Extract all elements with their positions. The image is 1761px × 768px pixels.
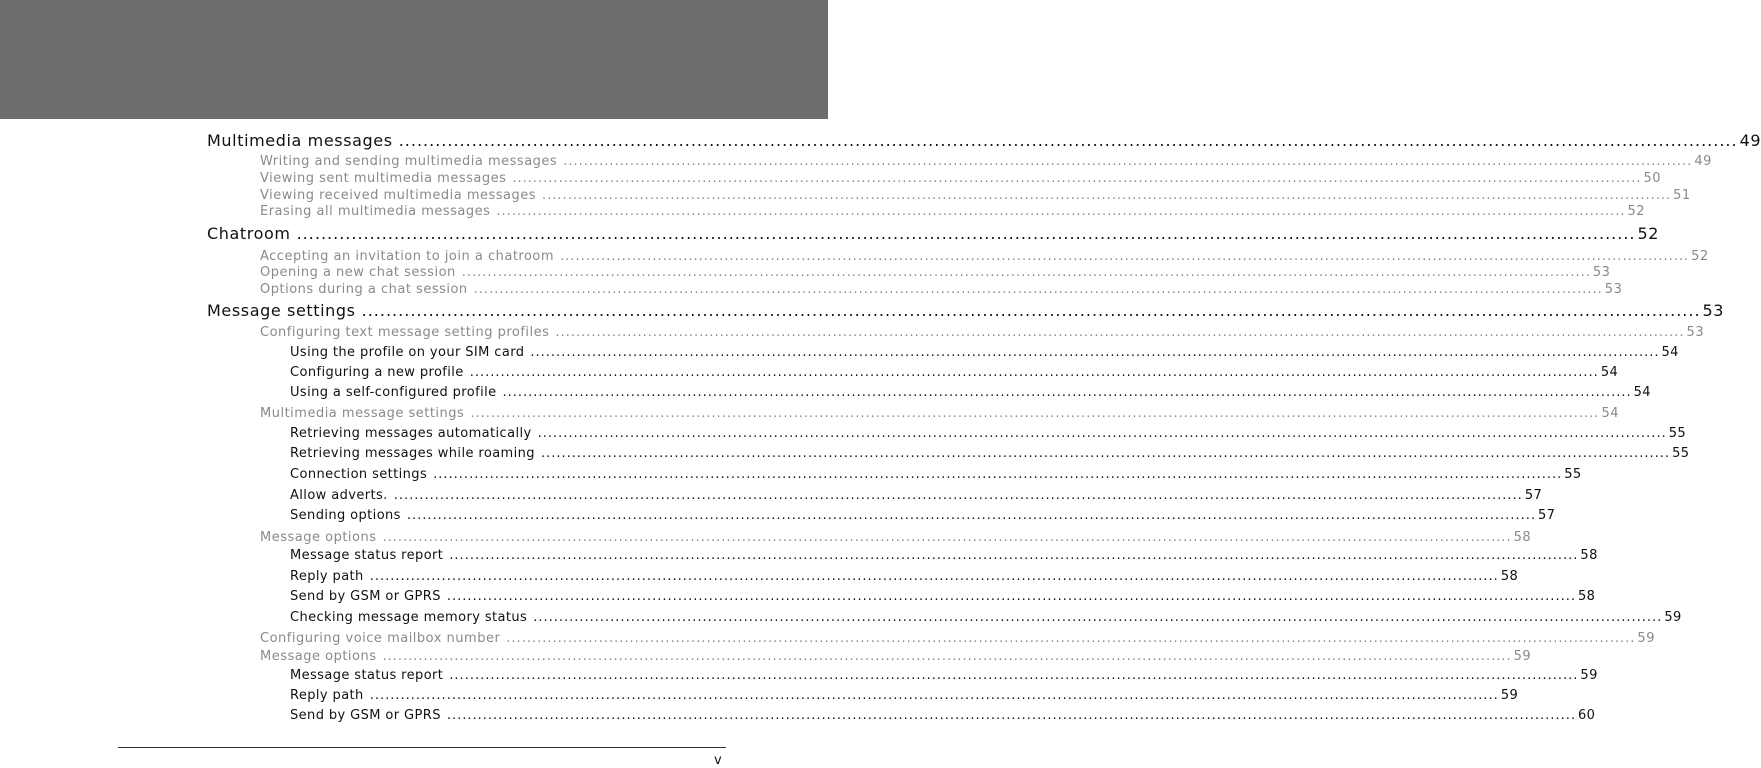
toc-leader-dots: ............................................................................................................................................................................................................................ [560,249,1690,264]
toc-entry-title: Multimedia message settings [260,406,465,421]
toc-entry-title: Message settings [207,301,356,320]
toc-entry-level-3[interactable] [290,365,1619,380]
toc-entry-page: 60 [1577,708,1596,723]
toc-leader-dots: ............................................................................................................................................................................................................................ [369,688,1499,703]
toc-entry-page: 58 [1513,530,1532,545]
toc-entry-page: 59 [1513,649,1532,664]
toc-entry-level-3[interactable] [290,548,1598,563]
toc-leader-dots: ............................................................................................................................................................................................................................ [530,345,1660,360]
toc-entry-level-3[interactable] [290,385,1651,400]
toc-entry-level-2[interactable] [260,282,1623,297]
toc-entry-level-1[interactable] [207,301,1725,320]
toc-entry-page: 59 [1664,610,1682,625]
toc-entry-page: 55 [1564,467,1582,482]
toc-entry-page: 50 [1643,171,1662,186]
toc-entry-level-3[interactable] [290,589,1596,604]
toc-entry-page: 49 [1694,154,1712,169]
toc-leader-dots: ............................................................................................................................................................................................................................ [361,301,1701,320]
toc-entry-title: Writing and sending multimedia messages [260,154,558,169]
toc-leader-dots: ............................................................................................................................................................................................................................ [540,446,1671,461]
toc-entry-level-3[interactable] [290,345,1679,360]
toc-entry-page: 55 [1668,426,1687,441]
toc-entry-page: 51 [1673,188,1691,203]
toc-entry-page: 57 [1524,488,1543,503]
toc-entry-page: 54 [1601,406,1619,421]
toc-leader-dots: ............................................................................................................................................................................................................................ [369,569,1499,584]
toc-entry-title: Sending options [290,508,401,523]
toc-entry-title: Configuring voice mailbox number [260,631,501,646]
toc-entry-page: 58 [1580,548,1598,563]
toc-entry-title: Message options [260,530,377,545]
toc-entry-title: Send by GSM or GPRS [290,708,441,723]
toc-leader-dots: ............................................................................................................................................................................................................................ [296,224,1636,243]
toc-entry-page: 52 [1627,204,1646,219]
toc-entry-title: Multimedia messages [207,131,393,150]
toc-entry-page: 54 [1633,385,1651,400]
toc-leader-dots: ............................................................................................................................................................................................................................ [473,282,1603,297]
toc-leader-dots: ............................................................................................................................................................................................................................ [563,154,1693,169]
toc-entry-level-3[interactable] [290,708,1596,723]
toc-entry-level-1[interactable] [207,131,1761,150]
toc-entry-level-2[interactable] [260,649,1532,664]
toc-entry-title: Message status report [290,668,444,683]
toc-leader-dots: ............................................................................................................................................................................................................................ [502,385,1632,400]
toc-entry-title: Reply path [290,569,364,584]
toc-leader-dots: ............................................................................................................................................................................................................................ [446,589,1576,604]
toc-leader-dots: ............................................................................................................................................................................................................................ [506,631,1636,646]
toc-leader-dots: ............................................................................................................................................................................................................................ [398,131,1738,150]
toc-entry-level-2[interactable] [260,154,1712,169]
toc-entry-page: 49 [1739,131,1761,150]
footer-rule [118,747,726,748]
toc-leader-dots: ............................................................................................................................................................................................................................ [382,530,1512,545]
toc-leader-dots: ............................................................................................................................................................................................................................ [382,649,1512,664]
toc-leader-dots: ............................................................................................................................................................................................................................ [512,171,1642,186]
toc-entry-title: Using the profile on your SIM card [290,345,525,360]
toc-leader-dots: ............................................................................................................................................................................................................................ [533,610,1663,625]
toc-entry-page: 55 [1672,446,1690,461]
toc-entry-page: 54 [1600,365,1619,380]
toc-leader-dots: ............................................................................................................................................................................................................................ [433,467,1563,482]
toc-leader-dots: ............................................................................................................................................................................................................................ [446,708,1576,723]
toc-entry-level-2[interactable] [260,204,1646,219]
toc-entry-title: Options during a chat session [260,282,468,297]
toc-entry-title: Opening a new chat session [260,265,456,280]
toc-entry-page: 53 [1702,301,1725,320]
toc-entry-page: 53 [1592,265,1611,280]
toc-entry-level-2[interactable] [260,265,1611,280]
toc-entry-page: 54 [1661,345,1679,360]
toc-entry-level-2[interactable] [260,631,1655,646]
toc-entry-page: 52 [1637,224,1660,243]
toc-entry-title: Chatroom [207,224,291,243]
toc-entry-level-2[interactable] [260,530,1532,545]
toc-entry-page: 59 [1637,631,1655,646]
toc-entry-page: 59 [1500,688,1519,703]
toc-entry-title: Accepting an invitation to join a chatroom [260,249,555,264]
toc-entry-title: Message status report [290,548,444,563]
toc-leader-dots: ............................................................................................................................................................................................................................ [542,188,1672,203]
toc-entry-title: Reply path [290,688,364,703]
toc-entry-title: Allow adverts. [290,488,388,503]
toc-entry-level-1[interactable] [207,224,1660,243]
toc-entry-title: Viewing sent multimedia messages [260,171,507,186]
toc-entry-level-2[interactable] [260,188,1691,203]
toc-entry-level-3[interactable] [290,569,1519,584]
toc-leader-dots: ............................................................................................................................................................................................................................ [461,265,1591,280]
header-band [0,0,828,119]
toc-entry-title: Connection settings [290,467,428,482]
toc-entry-level-3[interactable] [290,508,1556,523]
toc-leader-dots: ............................................................................................................................................................................................................................ [496,204,1626,219]
toc-leader-dots: ............................................................................................................................................................................................................................ [555,325,1685,340]
toc-entry-title: Retrieving messages while roaming [290,446,535,461]
toc-entry-level-3[interactable] [290,426,1687,441]
toc-entry-level-3[interactable] [290,488,1543,503]
toc-entry-title: Using a self-configured profile [290,385,497,400]
toc-entry-title: Message options [260,649,377,664]
toc-entry-title: Send by GSM or GPRS [290,589,441,604]
toc-entry-title: Erasing all multimedia messages [260,204,491,219]
toc-entry-title: Viewing received multimedia messages [260,188,537,203]
toc-entry-page: 52 [1691,249,1709,264]
toc-leader-dots: ............................................................................................................................................................................................................................ [449,548,1579,563]
toc-leader-dots: ............................................................................................................................................................................................................................ [470,406,1600,421]
toc-entry-page: 58 [1577,589,1596,604]
toc-entry-level-3[interactable] [290,668,1598,683]
toc-entry-page: 53 [1604,282,1623,297]
toc-entry-level-3[interactable] [290,446,1690,461]
page-number: v [714,753,722,768]
toc-leader-dots: ............................................................................................................................................................................................................................ [406,508,1536,523]
toc-entry-level-3[interactable] [290,467,1582,482]
toc-entry-page: 58 [1500,569,1519,584]
toc-entry-level-3[interactable] [290,610,1682,625]
toc-entry-level-2[interactable] [260,406,1619,421]
toc-entry-page: 53 [1686,325,1705,340]
toc-entry-title: Checking message memory status [290,610,528,625]
toc-entry-title: Configuring text message setting profiles [260,325,550,340]
toc-entry-title: Configuring a new profile [290,365,464,380]
toc-leader-dots: ............................................................................................................................................................................................................................ [469,365,1599,380]
toc-entry-page: 57 [1537,508,1556,523]
toc-entry-level-2[interactable] [260,325,1705,340]
toc-entry-level-2[interactable] [260,171,1662,186]
toc-entry-page: 59 [1580,668,1598,683]
toc-leader-dots: ............................................................................................................................................................................................................................ [393,488,1523,503]
toc-leader-dots: ............................................................................................................................................................................................................................ [537,426,1667,441]
toc-entry-level-2[interactable] [260,249,1709,264]
toc-entry-level-3[interactable] [290,688,1519,703]
toc-entry-title: Retrieving messages automatically [290,426,532,441]
toc-leader-dots: ............................................................................................................................................................................................................................ [449,668,1579,683]
